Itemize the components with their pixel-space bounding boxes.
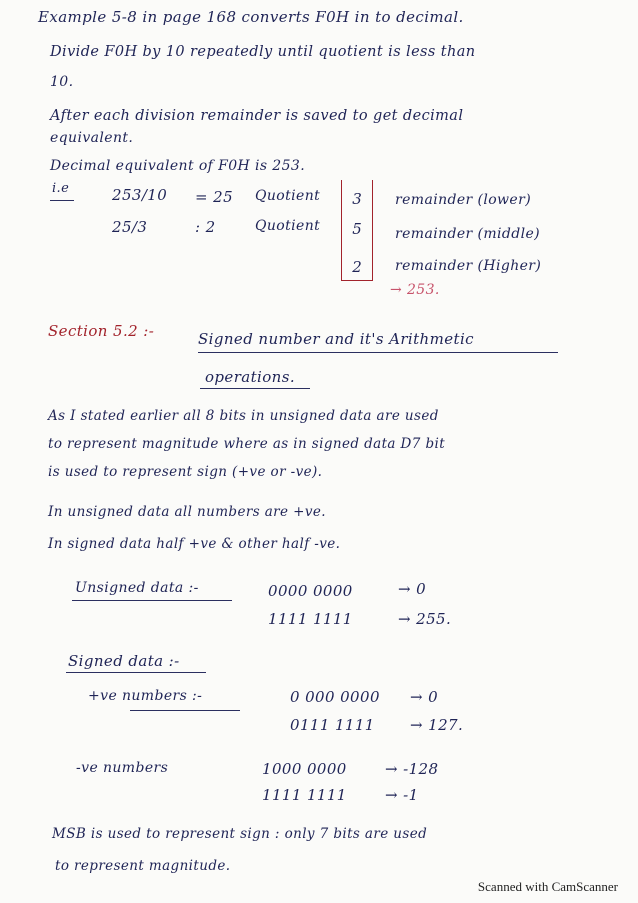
section-title-line-2: operations.: [205, 368, 296, 386]
note-line-6: Decimal equivalent of F0H is 253.: [50, 158, 306, 174]
positive-numbers-label: +ve numbers :-: [88, 688, 203, 704]
ie-underline: [50, 200, 74, 201]
remainder-2-label: remainder (middle): [395, 226, 541, 242]
positive-max-bits: 0111 1111: [290, 716, 375, 734]
remainder-1-label: remainder (lower): [395, 192, 532, 208]
body-line-1: As I stated earlier all 8 bits in unsigned data are used: [48, 408, 439, 424]
remainder-3: 2: [352, 258, 362, 276]
unsigned-max-value: → 255.: [398, 610, 452, 628]
remainder-2: 5: [352, 220, 362, 238]
body-line-4: In unsigned data all numbers are +ve.: [48, 504, 326, 520]
decimal-result: → 253.: [390, 282, 440, 298]
note-line-2: Divide F0H by 10 repeatedly until quotient is less than: [50, 44, 476, 60]
negative-min-value: → -128: [385, 760, 439, 778]
division-2-expression: 25/3: [112, 218, 148, 236]
note-line-4: After each division remainder is saved to get decimal: [50, 108, 464, 124]
remainder-1: 3: [352, 190, 362, 208]
negative-min-bits: 1000 0000: [262, 760, 347, 778]
remainder-column: [341, 180, 373, 281]
remainder-3-label: remainder (Higher): [395, 258, 542, 274]
positive-zero-value: → 0: [410, 688, 439, 706]
body-line-2: to represent magnitude where as in signed data D7 bit: [48, 436, 446, 452]
unsigned-underline: [72, 600, 232, 601]
division-2-equals: : 2: [195, 218, 216, 236]
division-1-equals: = 25: [195, 188, 234, 206]
positive-max-value: → 127.: [410, 716, 464, 734]
unsigned-max-bits: 1111 1111: [268, 610, 353, 628]
unsigned-min-value: → 0: [398, 580, 427, 598]
signed-label: Signed data :-: [68, 652, 180, 670]
section-title-underline-1: [198, 352, 558, 353]
msb-line-1: MSB is used to represent sign : only 7 bits are used: [52, 826, 428, 842]
body-line-3: is used to represent sign (+ve or -ve).: [48, 464, 323, 480]
negative-one-value: → -1: [385, 786, 419, 804]
msb-line-2: to represent magnitude.: [55, 858, 231, 874]
note-line-1: Example 5-8 in page 168 converts F0H in to decimal.: [38, 8, 464, 26]
note-line-3: 10.: [50, 74, 74, 90]
unsigned-min-bits: 0000 0000: [268, 582, 353, 600]
division-2-quotient-label: Quotient: [255, 218, 321, 234]
division-1-expression: 253/10: [112, 186, 168, 204]
negative-one-bits: 1111 1111: [262, 786, 347, 804]
signed-underline: [66, 672, 206, 673]
positive-zero-bits: 0 000 0000: [290, 688, 380, 706]
positive-numbers-underline: [130, 710, 240, 711]
section-title-line-1: Signed number and it's Arithmetic: [198, 330, 474, 348]
note-line-5: equivalent.: [50, 130, 134, 146]
section-label: Section 5.2 :-: [48, 322, 155, 340]
ie-label: i.e: [52, 181, 70, 196]
unsigned-label: Unsigned data :-: [75, 580, 199, 596]
division-1-quotient-label: Quotient: [255, 188, 321, 204]
scanner-watermark: Scanned with CamScanner: [477, 879, 618, 894]
negative-numbers-label: -ve numbers: [76, 760, 169, 776]
body-line-5: In signed data half +ve & other half -ve.: [48, 536, 341, 552]
section-title-underline-2: [200, 388, 310, 389]
